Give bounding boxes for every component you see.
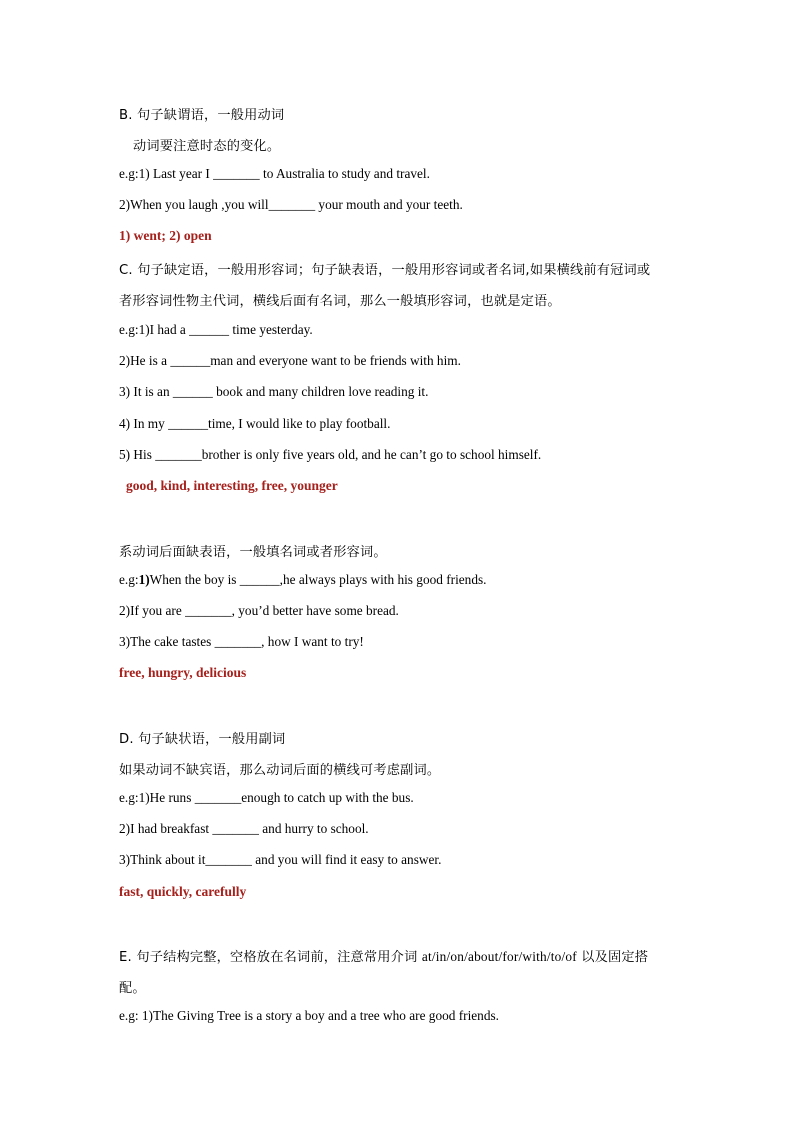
linking-verb-answer: free, hungry, delicious: [119, 665, 247, 680]
linking-verb-note: 系动词后面缺表语，一般填名词或者形容词。: [119, 545, 387, 560]
section-d-example-3: 3)Think about it_______ and you will find it easy to answer.: [119, 852, 442, 867]
section-e-heading-line1: [119, 946, 648, 965]
linking-verb-example-1: [119, 572, 486, 588]
heading-text-suffix: 以及固定搭: [576, 950, 649, 965]
section-d-example-2: 2)I had breakfast _______ and hurry to school.: [119, 821, 369, 836]
section-b-answer: 1) went; 2) open: [119, 228, 212, 243]
example-number: 1): [138, 572, 150, 587]
linking-verb-example-3: 3)The cake tastes _______, how I want to try!: [119, 634, 364, 649]
section-c-heading-line2: 者形容词性物主代词，横线后面有名词，那么一般填形容词，也就是定语。: [119, 294, 561, 309]
section-e-example-1: e.g: 1)The Giving Tree is a story a boy and a tree who are good friends.: [119, 1008, 499, 1023]
preposition-list: at/in/on/about/for/with/to/of: [421, 949, 577, 964]
section-b-example-1: e.g:1) Last year I _______ to Australia to study and travel.: [119, 166, 430, 181]
section-b-heading: B. 句子缺谓语，一般用动词: [119, 108, 285, 123]
section-e-heading-line2: 配。: [119, 981, 146, 996]
section-b-note: 动词要注意时态的变化。: [133, 139, 281, 154]
section-c-example-5: 5) His _______brother is only five years old, and he can’t go to school himself.: [119, 447, 542, 462]
section-d-example-1: e.g:1)He runs _______enough to catch up with the bus.: [119, 790, 414, 805]
section-c-answer: good, kind, interesting, free, younger: [126, 478, 338, 493]
example-prefix: e.g:: [119, 572, 139, 587]
section-b-example-2: 2)When you laugh ,you will_______ your mouth and your teeth.: [119, 197, 463, 212]
section-d-heading: D. 句子缺状语，一般用副词: [119, 732, 286, 747]
section-c-example-3: 3) It is an ______ book and many children love reading it.: [119, 384, 429, 399]
section-c-heading-line1: C. 句子缺定语，一般用形容词；句子缺表语，一般用形容词或者名词,如果横线前有冠词或: [119, 263, 651, 278]
section-c-example-2: 2)He is a ______man and everyone want to be friends with him.: [119, 353, 461, 368]
section-d-note: 如果动词不缺宾语，那么动词后面的横线可考虑副词。: [119, 763, 441, 778]
linking-verb-example-2: 2)If you are _______, you’d better have some bread.: [119, 603, 399, 618]
example-text: When the boy is ______,he always plays with his good friends.: [149, 572, 487, 587]
section-d-answer: fast, quickly, carefully: [119, 884, 247, 899]
heading-text: E. 句子结构完整，空格放在名词前，注意常用介词: [119, 950, 422, 965]
section-c-example-4: 4) In my ______time, I would like to play football.: [119, 416, 391, 431]
section-c-example-1: e.g:1)I had a ______ time yesterday.: [119, 322, 313, 337]
